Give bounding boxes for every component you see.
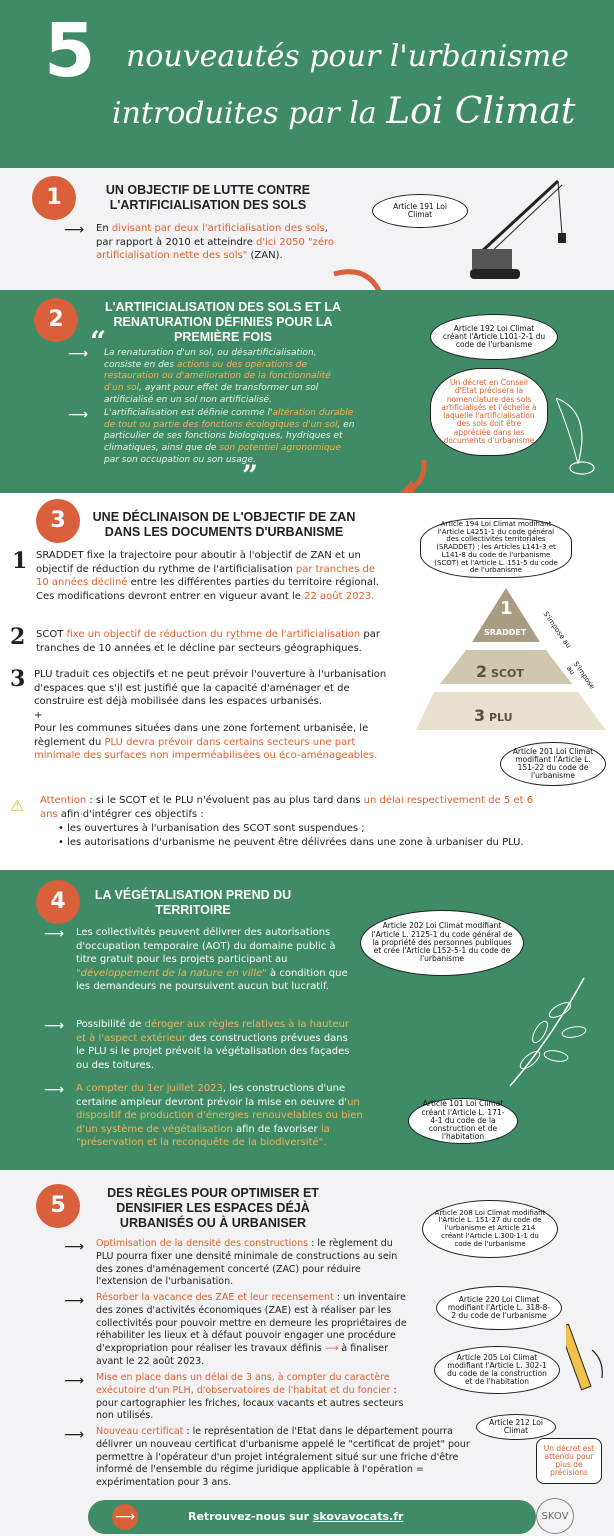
section-4-bubble-2: Article 101 Loi Climat créant l'Article L. 171-4-1 du code de la construction et de l'habitation xyxy=(408,1098,518,1144)
section-3-para-2: SCOT fixe un objectif de réduction du rythme de l'artificialisation par tranches de 10 années et le décline par secteurs géographiques. xyxy=(36,629,381,654)
section-4-arrow-2: ⟶ xyxy=(44,1018,65,1034)
section-5-arrow-2: ⟶ xyxy=(64,1293,85,1309)
section-2-bubble: Article 192 Loi Climat créant l'Article L101-2-1 du code de l'urbanisme xyxy=(430,314,558,360)
section-4-arrow-1: ⟶ xyxy=(44,926,65,942)
footer-arrow-icon: ⟶ xyxy=(112,1504,138,1530)
section-1-number: 1 xyxy=(32,176,76,220)
section-5-arrow-4: ⟶ xyxy=(64,1427,85,1443)
section-5-bubble-4: Article 212 Loi Climat xyxy=(476,1414,556,1440)
quote-close-icon: ” xyxy=(242,459,259,492)
skov-logo: SKOV xyxy=(536,1498,574,1534)
footer-link[interactable]: skovavocats.fr xyxy=(312,1510,404,1523)
step-3-icon: 3 xyxy=(10,666,26,692)
header-line2 xyxy=(112,91,576,132)
header-line2b: Loi Climat xyxy=(386,91,576,132)
quill-icon xyxy=(548,394,604,478)
branch-icon xyxy=(500,970,600,1090)
impose-label-2: S'impose au xyxy=(564,660,597,691)
section-1-text: En divisant par deux l'artificialisation des sols, par rapport à 2010 et atteindre d'ici 2050 "zéro artificialisation nette des sols" (ZAN). xyxy=(96,223,334,261)
section-4-para-1: Les collectivités peuvent délivrer des autorisations d'occupation temporaire (AOT) du domaine public à titre gratuit pour les projets participant au "développement de la nature en ville" à condition que les demandeurs ne poursuivent aucun but lucratif. xyxy=(76,927,348,992)
header-line2a: introduites par la xyxy=(112,96,387,131)
step-1-icon: 1 xyxy=(12,548,28,574)
section-3-para-3: PLU traduit ces objectifs et ne peut prévoir l'ouverture à l'urbanisation d'espaces que s'il est justifié que la capacité d'aménager et de construire est déjà mobilisée dans les espaces urbanisés. + Pour les communes situées dans une zone fortement urbanisée, le règlement du PLU devra prévoir dans certains secteurs une part minimale des surfaces non imperméabilisées ou éco-aménageables. xyxy=(34,669,387,761)
section-5-arrow-3: ⟶ xyxy=(64,1373,85,1389)
section-5-title: DES RÈGLES POUR OPTIMISER ET DENSIFIER LES ESPACES DÉJÀ URBANISÉS OU À URBANISER xyxy=(107,1186,319,1230)
warning-item-1: • les ouvertures à l'urbanisation des SCOT sont suspendues ; xyxy=(58,823,365,834)
section-3-warning: Attention : si le SCOT et le PLU n'évoluent pas au plus tard dans un délai respectivement de 5 et 6 ans afin d'intégrer ces objectifs : • les ouvertures à l'urbanisation des SCOT sont suspendues ; • les autorisations d'urbanisme ne peuvent être délivrées dans une zone à urbaniser du PLU. xyxy=(40,794,540,849)
section-5-para-3: Mise en place dans un délai de 3 ans, à compter du caractère exécutoire d'un PLH, d'observatoires de l'habitat et du foncier : pour cartographier les friches, locaux vacants et autres secteurs non utilisés. xyxy=(96,1372,404,1422)
section-4-para-2: Possibilité de déroger aux règles relatives à la hauteur et à l'aspect extérieur des constructions prévues dans le PLU si le projet prévoit la végétalisation des façades ou des toitures. xyxy=(76,1019,350,1071)
section-3-bubble: Article 194 Loi Climat modifiant l'Article L4251-1 du code général des collectivités territoriales (SRADDET) ; les Articles L141-3 et L141-8 du code de l'urbanisme (SCOT) et l'Article L. 151-5 du code de l'urbanisme xyxy=(420,518,572,578)
section-5-bubble-3: Article 205 Loi Climat modifiant l'Article L. 302-1 du code de la construction et de l'habitation xyxy=(434,1346,560,1394)
quote-open-icon: “ xyxy=(90,325,107,358)
pyramid-level-3: 3 PLU xyxy=(474,706,513,725)
section-3-bubble-2: Article 201 Loi Climat modifiant l'Article L. 151-22 du code de l'urbanisme xyxy=(500,742,606,786)
inline-arrow-icon: ⟶ xyxy=(324,1343,339,1355)
footer-text: Retrouvez-nous sur skovavocats.fr xyxy=(188,1510,404,1523)
section-2-number: 2 xyxy=(34,298,78,342)
section-4-arrow-3: ⟶ xyxy=(44,1082,65,1098)
section-4-bubble: Article 202 Loi Climat modifiant l'Article L. 2125-1 du code général de la propriété des personnes publiques et crée l'Article L152-5-1 du code de l'urbanisme xyxy=(360,910,524,976)
crane-icon xyxy=(470,175,570,283)
section-4-para-3: A compter du 1er juillet 2023, les constructions d'une certaine ampleur devront prévoir la mise en oeuvre d'un dispositif de production d'énergies renouvelables ou bien d'un système de végétalisation afin de favoriser la "préservation et la reconquête de la biodiversité". xyxy=(76,1083,363,1148)
section-2-decree-bubble: Un décret en Conseil d'Etat précisera la nomenclature des sols artificialisés et l'échelle à laquelle l'artificialisation des sols doit être appréciée dans les documents d'urbanisme xyxy=(430,368,548,456)
warning-icon: ⚠ xyxy=(10,796,25,815)
section-5-bubble-2: Article 220 Loi Climat modifiant l'Article L. 318-8-2 du code de l'urbanisme xyxy=(436,1286,562,1330)
warning-item-2: • les autorisations d'urbanisme ne peuvent être délivrées dans une zone à urbaniser du PLU. xyxy=(58,836,524,848)
section-5-bubble-1: Article 208 Loi Climat modifiant l'Article L. 151-27 du code de l'urbanisme et Article 214 créant l'Article L.300-1-1 du code de l'urbanisme xyxy=(422,1200,558,1258)
section-5-para-1: Optimisation de la densité des constructions : le règlement du PLU pourra fixer une densité minimale de constructions au sein des zones d'aménagement concerté (ZAC) pour réduire l'extension de l'urbanisation. xyxy=(96,1238,398,1288)
pyramid-level-1-num: 1 xyxy=(500,598,513,619)
section-1-arrow: ⟶ xyxy=(64,222,85,238)
section-5-arrow-1: ⟶ xyxy=(64,1239,85,1255)
section-2-arrow-1: ⟶ xyxy=(68,346,89,362)
section-5-number: 5 xyxy=(36,1184,80,1228)
section-1-title: UN OBJECTIF DE LUTTE CONTRE L'ARTIFICIALISATION DES SOLS xyxy=(105,183,311,212)
section-2-title: L'ARTIFICIALISATION DES SOLS ET LA RENATURATION DÉFINIES POUR LA PREMIÈRE FOIS xyxy=(104,300,342,344)
ruler-pencil-icon xyxy=(566,1320,612,1396)
impose-label-1: S'impose au xyxy=(541,610,573,650)
section-1-bubble: Article 191 Loi Climat xyxy=(372,194,468,228)
section-3-title: UNE DÉCLINAISON DE L'OBJECTIF DE ZAN DANS LES DOCUMENTS D'URBANISME xyxy=(92,510,356,539)
section-4-number: 4 xyxy=(36,880,80,924)
section-3-para-1: SRADDET fixe la trajectoire pour aboutir à l'objectif de ZAN et un objectif de réduction du rythme de l'artificialisation par tranches de 10 années décliné entre les différentes parties du territoire régional. Ces modifications devront entrer en vigueur avant le 22 août 2023. xyxy=(36,550,379,602)
section-2-quote-2: L'artificialisation est définie comme l'altération durable de tout ou partie des fonctions écologiques d'un sol, en particulier de ses fonctions biologiques, hydriques et climatiques, ainsi que de son potentiel agronomique par son occupation ou son usage. xyxy=(104,408,355,465)
section-3-number: 3 xyxy=(36,499,80,543)
section-2-quote-1: La renaturation d'un sol, ou désartificialisation, consiste en des actions ou des opérations de restauration ou d'amélioration de la fonctionnalité d'un sol, ayant pour effet de transformer un sol artificialisé en un sol non artificialisé. xyxy=(104,348,331,405)
section-2-arrow-2: ⟶ xyxy=(68,407,89,423)
header-line1: nouveautés pour l'urbanisme xyxy=(126,39,569,74)
pyramid-level-2: 2 SCOT xyxy=(476,662,524,681)
section-5-para-4: Nouveau certificat : le représentation de l'Etat dans le département pourra délivrer un nouveau certificat d'urbanisme appelé le "certificat de projet" pour permettre à l'opérateur d'un projet intégralement situé sur une friche d'être informé de l'ensemble du régime juridique applicable à l'opération = expérimentation pour 3 ans. xyxy=(96,1426,470,1489)
step-2-icon: 2 xyxy=(10,624,26,650)
header-number: 5 xyxy=(44,8,96,94)
pyramid-level-1: SRADDET xyxy=(484,628,527,637)
section-5-para-2: Résorber la vacance des ZAE et leur recensement : un inventaire des zones d'activités économiques (ZAE) est à réaliser par les collectivités pour pouvoir mettre en demeure les propriétaires de réhabiliter les lieux et à défaut pouvoir engager une procédure d'expropriation pour réaliser les travaux définis ⟶ à finaliser avant le 22 août 2023. xyxy=(96,1292,407,1368)
section-5-decree-bubble: Un décret est attendu pour plus de précisions xyxy=(536,1438,602,1484)
section-4-title: LA VÉGÉTALISATION PREND DU TERRITOIRE xyxy=(94,888,292,917)
